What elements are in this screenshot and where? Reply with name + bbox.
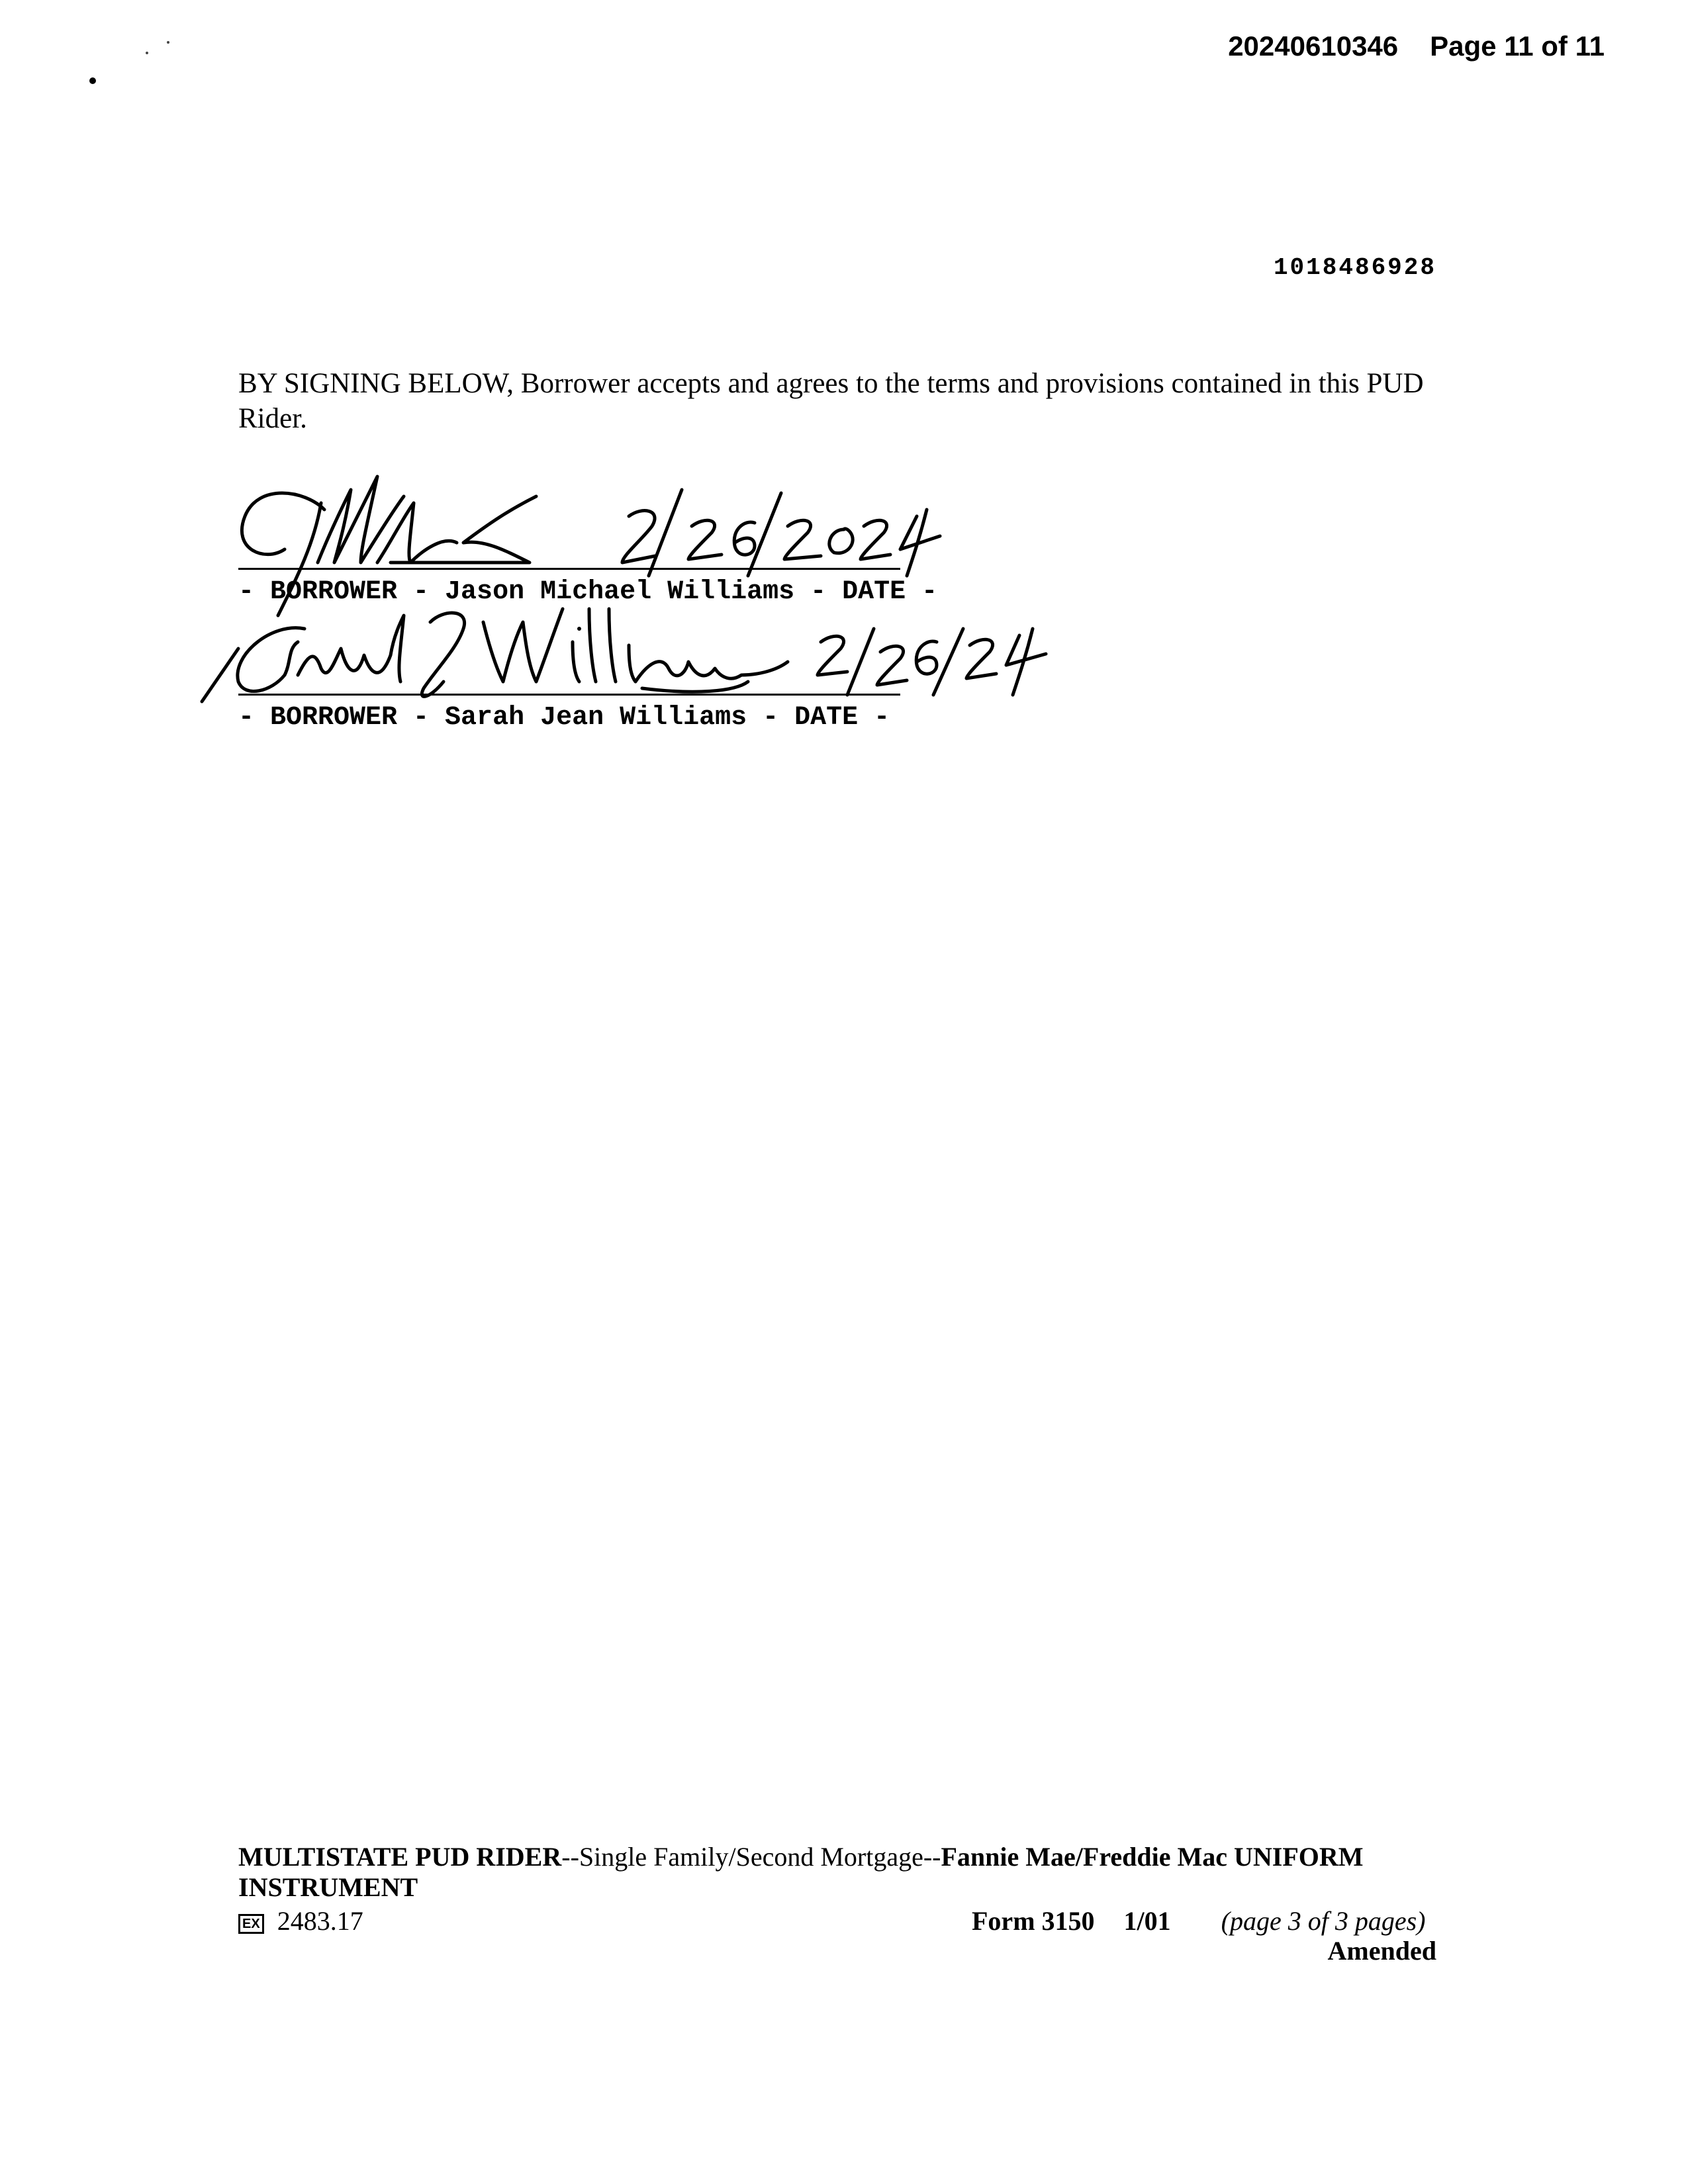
footer-title-part-2: --Single Family/Second Mortgage-- <box>561 1842 941 1872</box>
form-code: 2483.17 <box>277 1906 363 1936</box>
signing-statement: BY SIGNING BELOW, Borrower accepts and agrees to the terms and provisions contained in this PUD Rider. <box>238 368 1424 434</box>
signature-label-1: - BORROWER - Jason Michael Williams - DATE - <box>238 577 938 607</box>
form-revision: 1/01 <box>1123 1906 1171 1936</box>
ex-logo-icon: EX <box>238 1914 264 1934</box>
footer-title-part-1: MULTISTATE PUD RIDER <box>238 1842 562 1872</box>
form-info <box>972 1905 1425 1936</box>
handwritten-signature-2 <box>192 582 1119 735</box>
page-header <box>1228 30 1605 62</box>
amended-label: Amended <box>1327 1936 1436 1966</box>
form-number: Form 3150 <box>972 1906 1095 1936</box>
scan-speck-marks <box>79 33 185 93</box>
footer-form-code <box>238 1905 363 1936</box>
signature-label-2: - BORROWER - Sarah Jean Williams - DATE - <box>238 703 890 733</box>
document-number: 20240610346 <box>1228 30 1399 62</box>
footer-title-part-3: Fannie Mae/Freddie Mac UNIFORM INSTRUMENT <box>238 1842 1364 1902</box>
footer-title <box>238 1842 1450 1903</box>
page-indicator: Page 11 of 11 <box>1430 30 1605 62</box>
page-info: (page 3 of 3 pages) <box>1221 1906 1426 1936</box>
loan-number: 1018486928 <box>1273 254 1436 281</box>
